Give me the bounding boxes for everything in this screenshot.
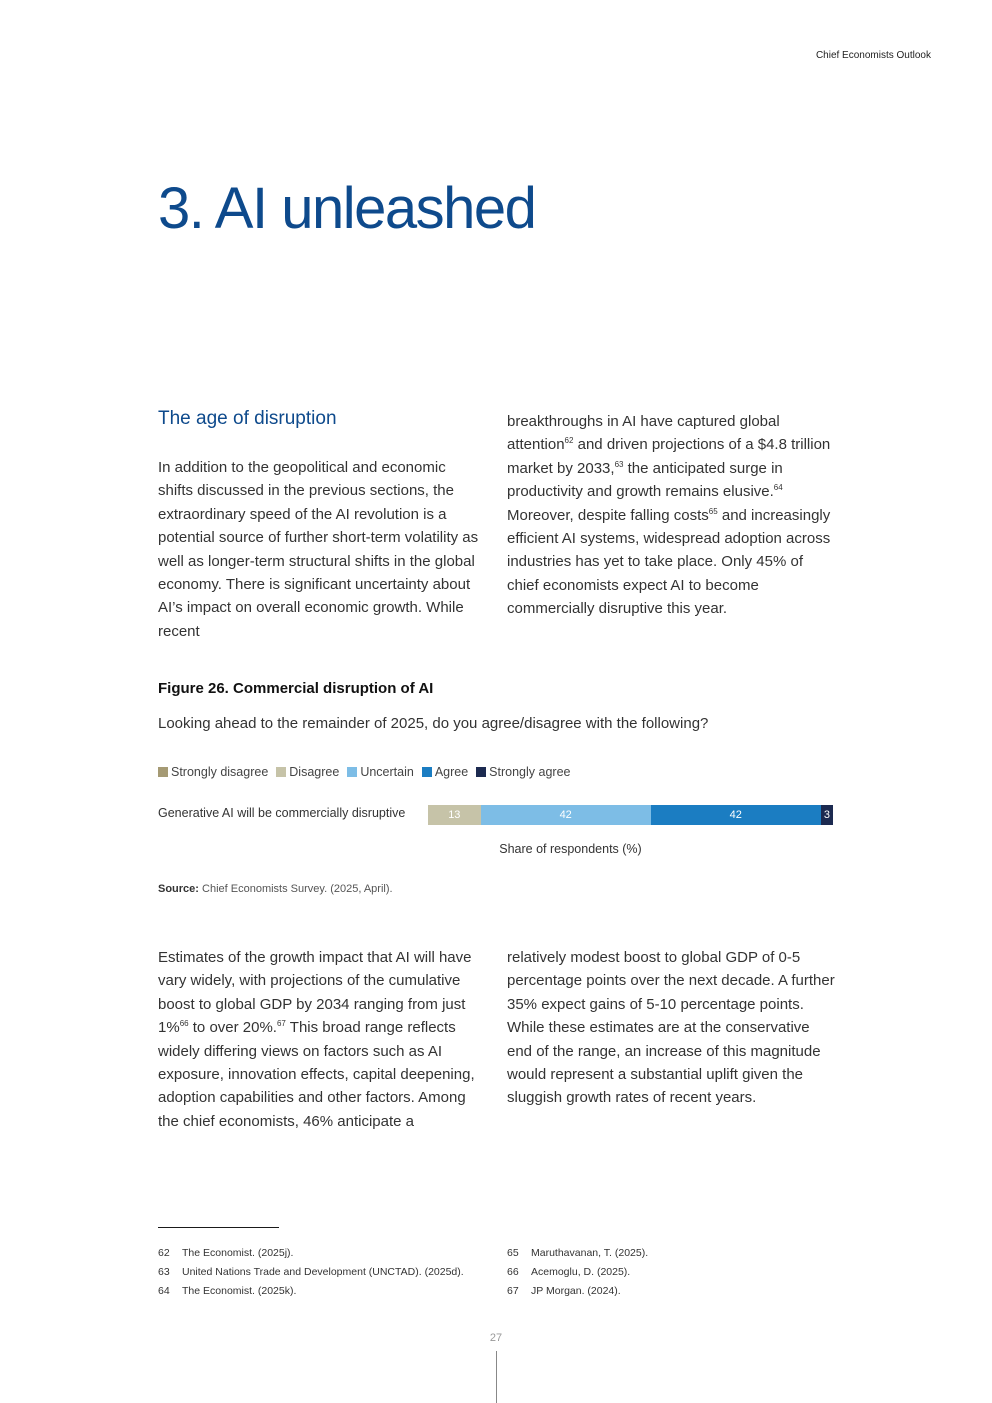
section-heading: The age of disruption [158, 408, 337, 429]
legend-label: Agree [434, 765, 469, 779]
legend-swatch [158, 767, 168, 777]
footnote-item: 62 The Economist. (2025j). [158, 1246, 294, 1259]
footnotes-left [158, 1243, 464, 1300]
legend-swatch [476, 767, 486, 777]
footnote-ref-67[interactable]: 67 [276, 1019, 286, 1029]
legend-swatch [276, 767, 286, 777]
running-header: Chief Economists Outlook [815, 50, 931, 61]
legend-item [276, 765, 339, 779]
figure-question: Looking ahead to the remainder of 2025, do you agree/disagree with the following? [158, 715, 709, 732]
chart-legend [158, 765, 578, 779]
bar-segment-uncertain: 42 [481, 805, 651, 825]
bar-category-label: Generative AI will be commercially disruptive [158, 806, 406, 820]
stacked-bar [428, 805, 833, 825]
body-paragraph-col1: Estimates of the growth impact that AI will have vary widely, with projections of the cumulative boost to global GDP by 2034 ranging from just 1%$^{66}$ to over 20%.$^{67}$ This broad range reflects widely differing views on factors such as AI exposure, innovation effects, capital deepening, adoption capabilities and other factors. Among the chief economists, 46% anticipate a [158, 949, 475, 1130]
footnote-divider [158, 1227, 279, 1228]
footnote-item: 63 United Nations Trade and Development (UNCTAD). (2025d). [158, 1265, 464, 1278]
legend-item [347, 765, 414, 779]
legend-swatch [422, 767, 432, 777]
footnote-ref-65[interactable]: 65 [708, 506, 718, 516]
footnote-ref-62[interactable]: 62 [564, 436, 574, 446]
footnote-ref-64[interactable]: 64 [773, 483, 783, 493]
legend-item [158, 765, 268, 779]
legend-label: Strongly disagree [171, 765, 269, 779]
bar-segment-agree: 42 [651, 805, 821, 825]
x-axis-label: Share of respondents (%) [499, 842, 642, 856]
footnote-ref-63[interactable]: 63 [614, 459, 624, 469]
footnote-item: 66 Acemoglu, D. (2025). [507, 1265, 631, 1278]
page-number: 27 [489, 1332, 503, 1344]
figure-title: Figure 26. Commercial disruption of AI [158, 680, 434, 697]
footnote-ref-66[interactable]: 66 [179, 1019, 189, 1029]
bar-segment-disagree: 13 [428, 805, 481, 825]
intro-paragraph-col2: breakthroughs in AI have captured global attention$^{62}$ and driven projections of a $4.8 trillion market by 2033,63 the anticipated surge in productivity and growth remains elusive.$^{64}$ Moreover, despite falling costs$^{65}$ and increasingly efficient AI systems, widespread adoption across industries has yet to take place. Only 45% of chief economists expect AI to become commercially disruptive this year. [507, 413, 831, 618]
legend-label: Strongly agree [489, 765, 571, 779]
legend-swatch [347, 767, 357, 777]
legend-item [422, 765, 468, 779]
page-number-rule [496, 1351, 497, 1403]
footnote-item: 64 The Economist. (2025k). [158, 1284, 297, 1297]
footnote-item: 65 Maruthavanan, T. (2025). [507, 1246, 649, 1259]
legend-label: Disagree [289, 765, 340, 779]
footnotes-right [507, 1243, 648, 1300]
chapter-title: 3. AI unleashed [158, 176, 536, 241]
legend-label: Uncertain [360, 765, 414, 779]
figure-source: Source: Chief Economists Survey. (2025, April). [158, 883, 393, 895]
bar-segment-strongly-agree: 3 [821, 805, 833, 825]
intro-paragraph-col1: In addition to the geopolitical and economic shifts discussed in the previous sections, the extraordinary speed of the AI revolution is a potential source of further short-term volatility as well as longer-term structural shifts in the global economy. There is significant uncertainty about AI’s impact on overall economic growth. While recent [158, 459, 479, 640]
legend-item [476, 765, 570, 779]
body-paragraph-col2: relatively modest boost to global GDP of 0-5 percentage points over the next decade. A further 35% expect gains of 5-10 percentage points. While these estimates are at the conservative end of the range, an increase of this magnitude would represent a substantial uplift given the sluggish growth rates of recent years. [507, 949, 835, 1107]
footnote-item: 67 JP Morgan. (2024). [507, 1284, 621, 1297]
